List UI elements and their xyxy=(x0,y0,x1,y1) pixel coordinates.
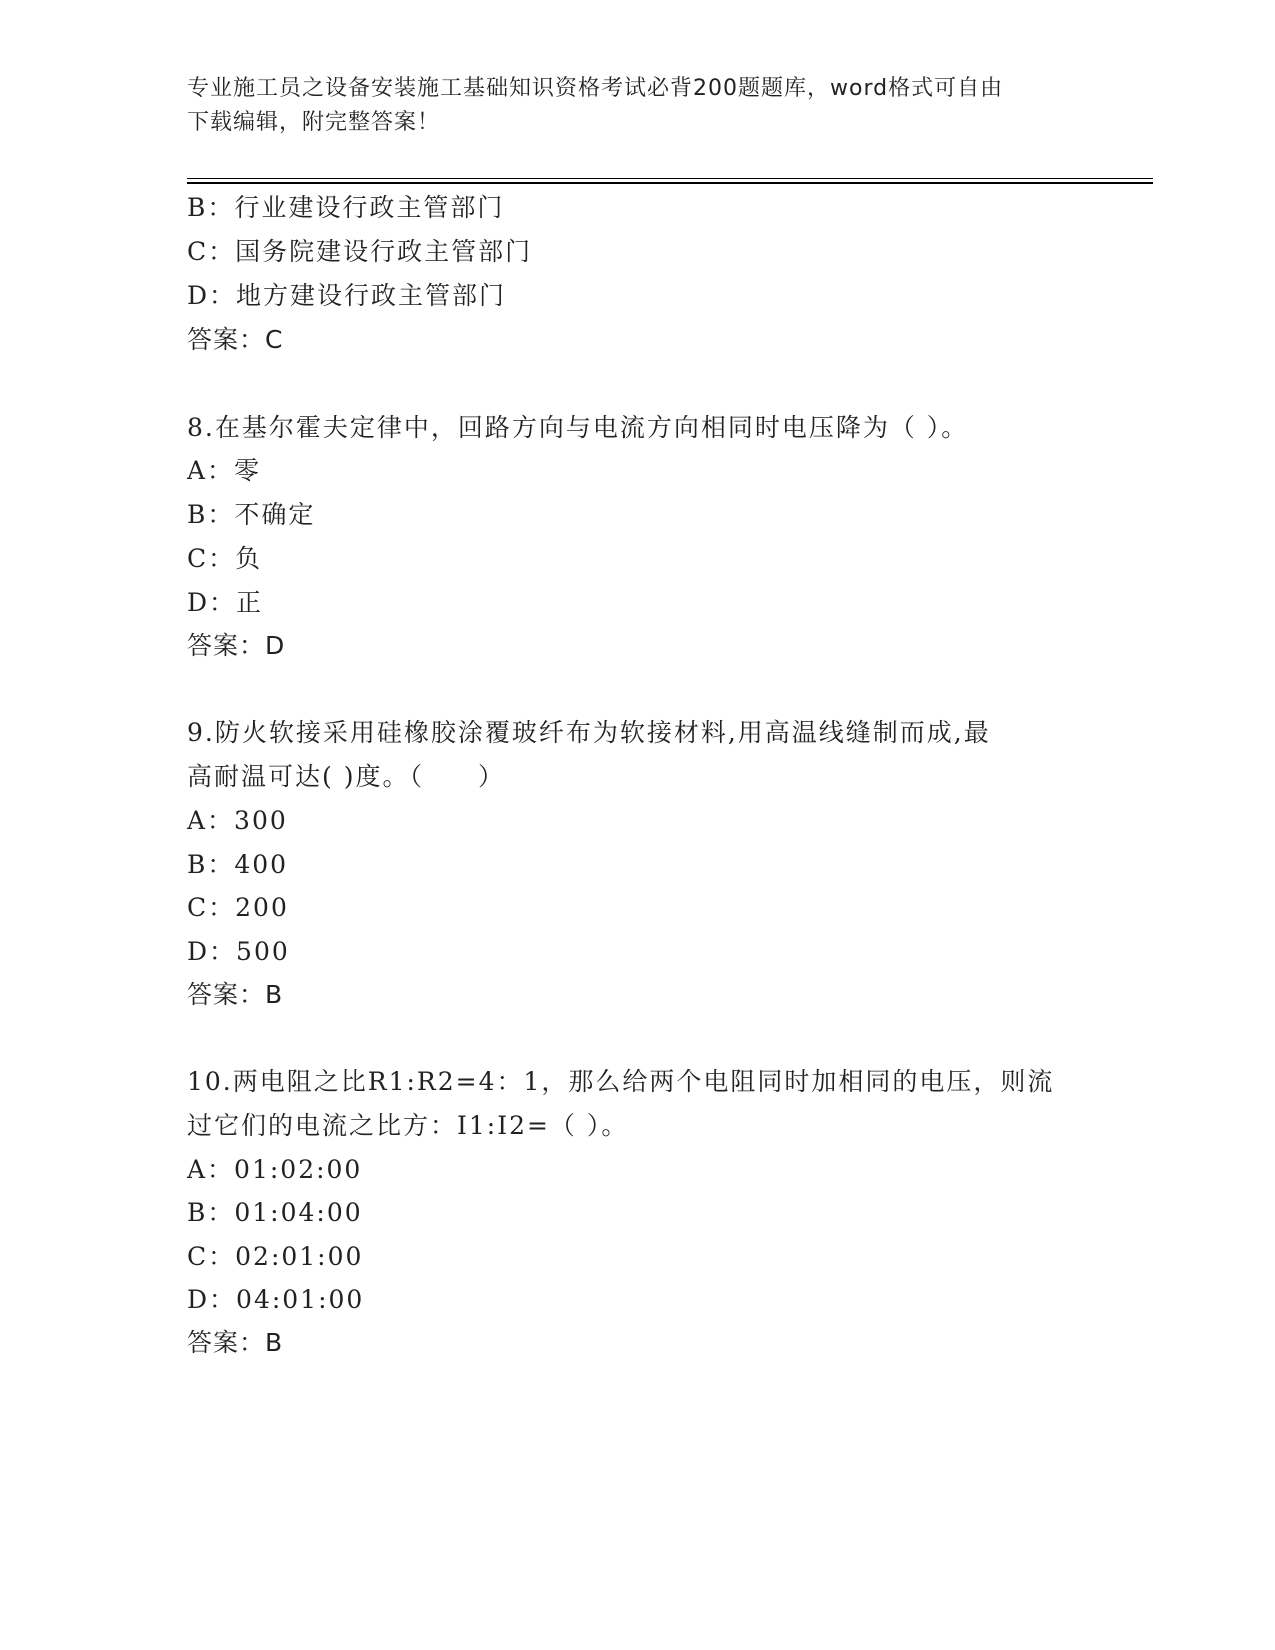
q7-option-c: C：国务院建设行政主管部门 xyxy=(187,237,533,266)
q10-option-d: D：04:01:00 xyxy=(187,1285,365,1314)
header-divider-thin xyxy=(187,178,1153,179)
q10-answer: 答案：B xyxy=(187,1328,284,1357)
q9-answer: 答案：B xyxy=(187,980,284,1009)
q9-stem-line-1: 9.防火软接采用硅橡胶涂覆玻纤布为软接材料,用高温线缝制而成,最 xyxy=(187,718,991,747)
q10-stem-line-1: 10.两电阻之比R1:R2=4：1，那么给两个电阻同时加相同的电压，则流 xyxy=(187,1067,1055,1096)
q10-option-a: A：01:02:00 xyxy=(187,1155,363,1184)
q10-option-c: C：02:01:00 xyxy=(187,1242,364,1271)
q7-option-d: D：地方建设行政主管部门 xyxy=(187,281,507,310)
q9-option-d: D：500 xyxy=(187,937,290,966)
q7-option-b: B：行业建设行政主管部门 xyxy=(187,193,505,222)
q9-option-a: A：300 xyxy=(187,806,288,835)
q8-option-c: C：负 xyxy=(187,544,263,573)
q9-option-c: C：200 xyxy=(187,893,289,922)
q7-answer: 答案：C xyxy=(187,325,284,354)
q8-option-b: B：不确定 xyxy=(187,500,316,529)
q8-stem: 8.在基尔霍夫定律中，回路方向与电流方向相同时电压降为（ ）。 xyxy=(187,413,969,442)
q10-stem-line-2: 过它们的电流之比方：I1:I2=（ ）。 xyxy=(187,1111,629,1140)
document-header xyxy=(187,72,1087,140)
q10-option-b: B：01:04:00 xyxy=(187,1198,363,1227)
q9-option-b: B：400 xyxy=(187,850,289,879)
q9-stem-line-2: 高耐温可达( )度。（ ） xyxy=(187,762,505,791)
header-title-line-1: 专业施工员之设备安装施工基础知识资格考试必背200题题库，word格式可自由 xyxy=(187,76,1004,101)
q8-answer: 答案：D xyxy=(187,631,286,660)
header-title-line-2: 下载编辑，附完整答案！ xyxy=(187,110,441,135)
q8-option-a: A：零 xyxy=(187,456,262,485)
q8-option-d: D：正 xyxy=(187,588,264,617)
header-divider-thick xyxy=(187,182,1153,184)
